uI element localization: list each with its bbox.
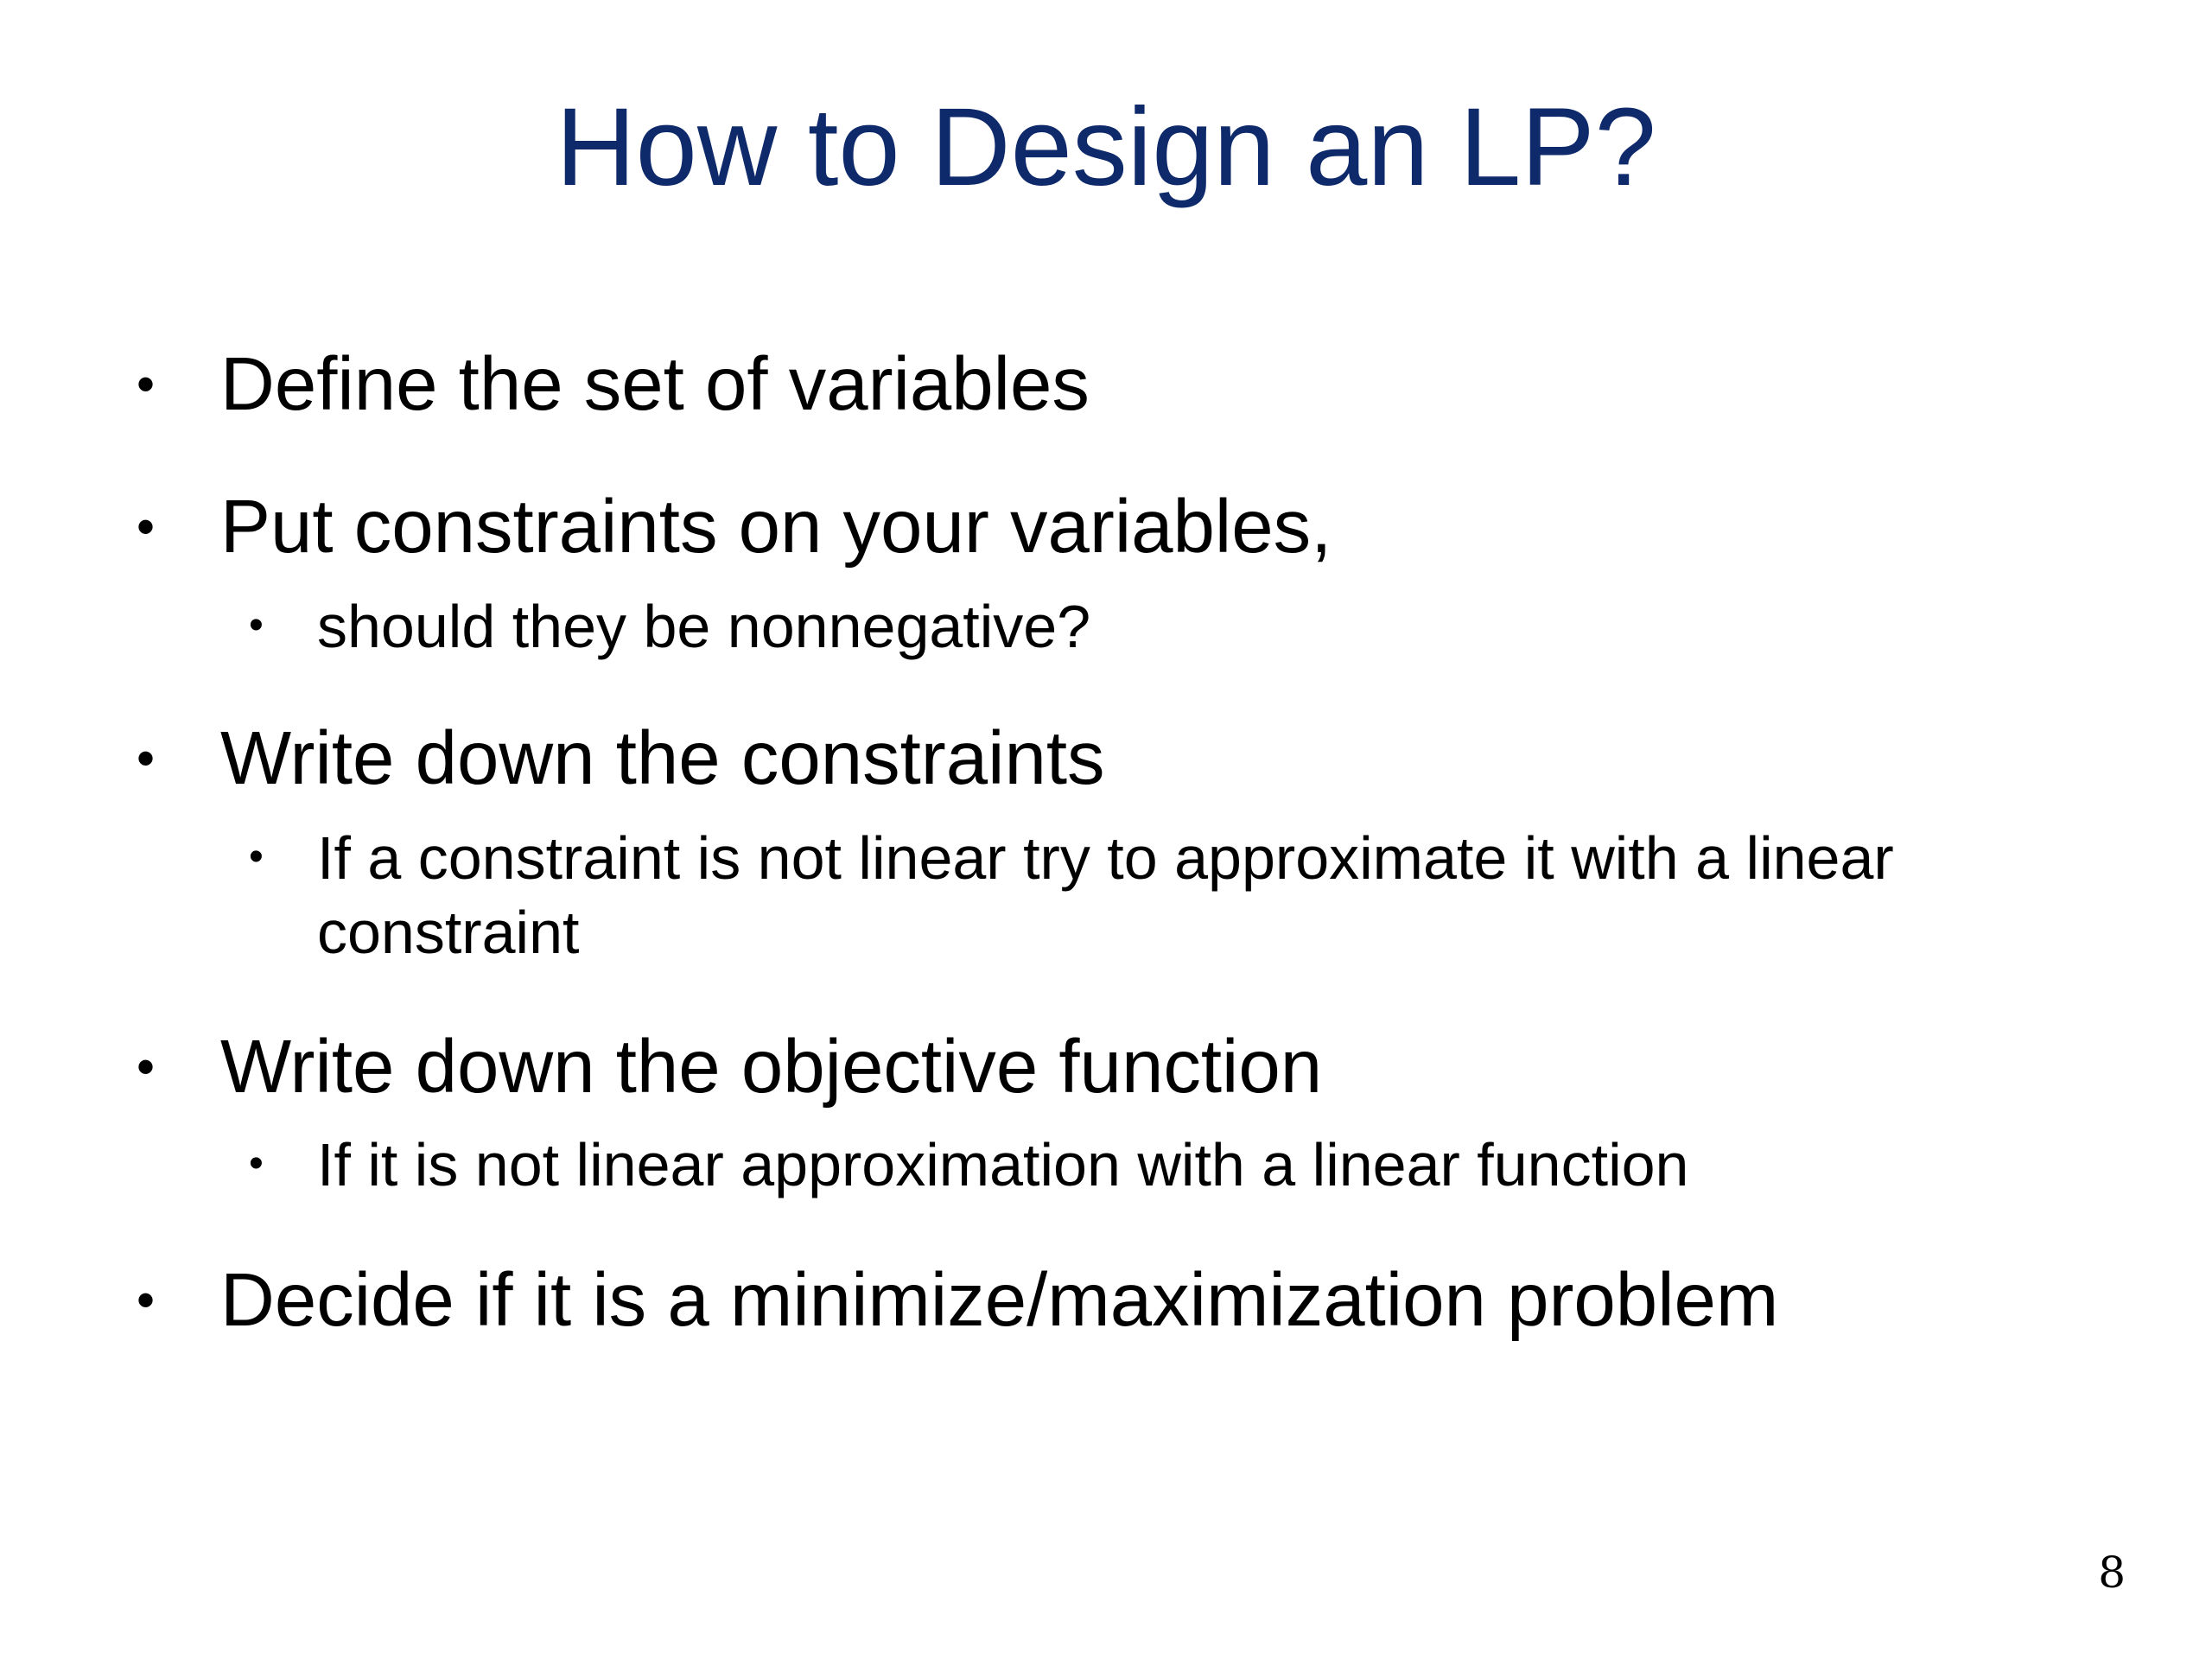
bullet-text: Write down the objective function bbox=[220, 1025, 1323, 1109]
bullet-text: Define the set of variables bbox=[220, 342, 1090, 426]
slide-title: How to Design an LP? bbox=[556, 86, 1656, 209]
sub-bullet-icon: • bbox=[249, 834, 264, 880]
bullet-icon: • bbox=[137, 498, 156, 556]
sub-bullet-text: should they be nonnegative? bbox=[317, 593, 1091, 660]
bullet-icon: • bbox=[137, 729, 156, 787]
bullet-text: Decide if it is a minimize/maximization problem bbox=[220, 1258, 1779, 1342]
sub-bullet-text: If a constraint is not linear try to approximate it with a linear constraint bbox=[317, 824, 1894, 966]
page-number: 8 bbox=[2098, 1548, 2126, 1598]
sub-bullet-icon: • bbox=[249, 1141, 264, 1186]
sub-bullet-text: If it is not linear approximation with a linear function bbox=[317, 1131, 1689, 1198]
sub-bullet-icon: • bbox=[249, 602, 264, 648]
bullet-icon: • bbox=[137, 1271, 156, 1329]
bullet-text: Put constraints on your variables, bbox=[220, 485, 1332, 569]
bullet-icon: • bbox=[137, 355, 156, 413]
bullet-text: Write down the constraints bbox=[220, 716, 1105, 800]
bullet-icon: • bbox=[137, 1038, 156, 1096]
